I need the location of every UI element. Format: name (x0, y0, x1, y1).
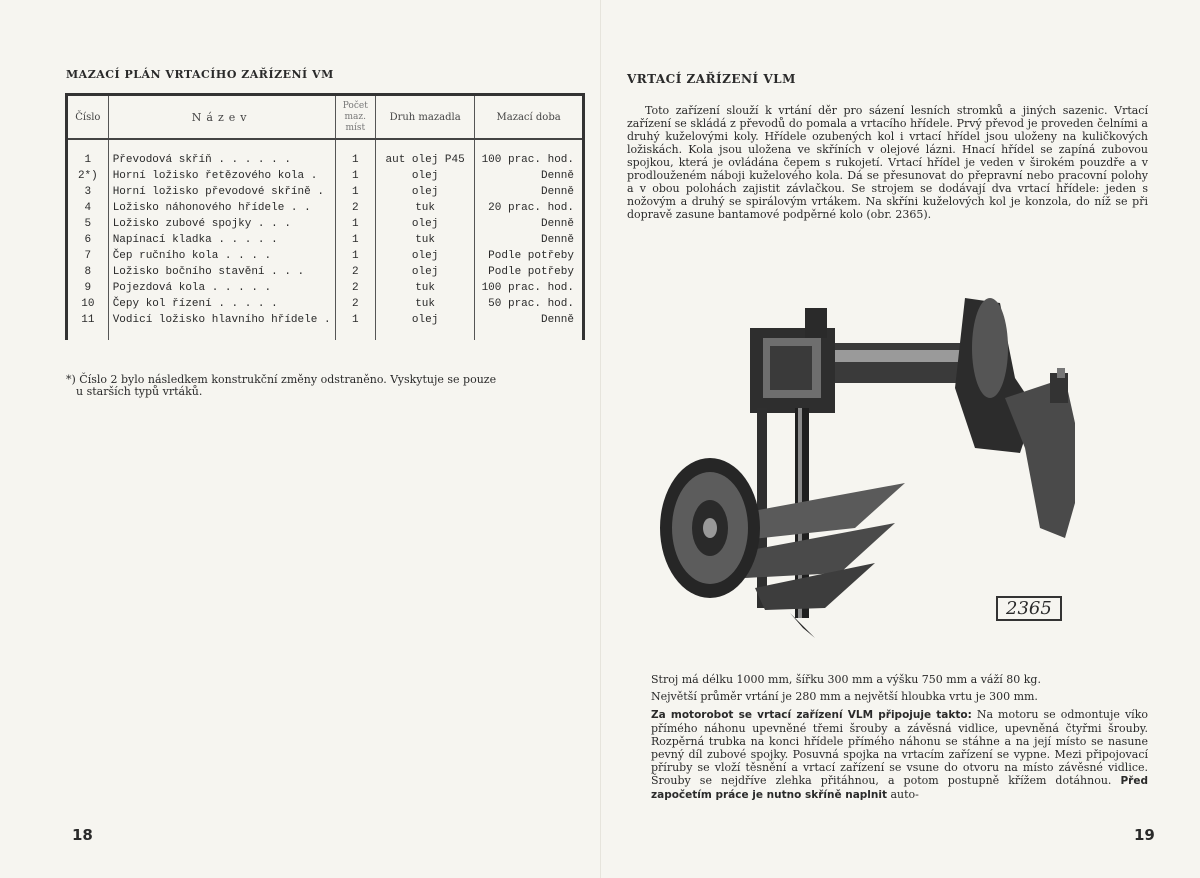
connection-instructions (651, 708, 1148, 802)
table-row (67, 264, 584, 280)
table-row (67, 232, 584, 248)
table-row (67, 248, 584, 264)
section-title: VRTACÍ ZAŘÍZENÍ VLM (627, 72, 796, 86)
cell-count: 1 (335, 248, 375, 264)
book-spine (600, 0, 601, 878)
cell-count: 2 (335, 264, 375, 280)
cell-number: 4 (67, 200, 109, 216)
cell-number: 2*) (67, 168, 109, 184)
cell-name: Horní ložisko řetězového kola . (108, 168, 335, 184)
header-count: Počet maz. míst (335, 95, 375, 140)
cell-number: 6 (67, 232, 109, 248)
table-row (67, 280, 584, 296)
lubrication-plan-title: MAZACÍ PLÁN VRTACÍHO ZAŘÍZENÍ VM (66, 68, 334, 81)
cell-interval: Podle potřeby (475, 248, 584, 264)
cell-lubricant: tuk (376, 200, 475, 216)
footnote-line-2: u starších typů vrtáků. (76, 385, 203, 398)
header-lubricant: Druh mazadla (376, 95, 475, 140)
figure-number: 2365 (996, 596, 1062, 621)
cell-interval: 100 prac. hod. (475, 152, 584, 168)
cell-count: 1 (335, 232, 375, 248)
cell-count: 2 (335, 296, 375, 312)
cell-name: Ložisko zubové spojky . . . (108, 216, 335, 232)
cell-interval: 20 prac. hod. (475, 200, 584, 216)
cell-count: 1 (335, 152, 375, 168)
cell-interval: Denně (475, 168, 584, 184)
table-row (67, 216, 584, 232)
connection-tail: auto- (887, 788, 919, 801)
cell-name: Vodicí ložisko hlavního hřídele . (108, 312, 335, 328)
cell-count: 1 (335, 216, 375, 232)
cell-interval: Denně (475, 232, 584, 248)
cell-name: Ložisko bočního stavění . . . (108, 264, 335, 280)
cell-number: 9 (67, 280, 109, 296)
table-row (67, 152, 584, 168)
header-name: Název (108, 95, 335, 140)
cell-name: Převodová skříň . . . . . . (108, 152, 335, 168)
cell-number: 3 (67, 184, 109, 200)
dimensions-spec: Stroj má délku 1000 mm, šířku 300 mm a výšku 750 mm a váží 80 kg. (651, 673, 1041, 686)
cell-count: 1 (335, 312, 375, 328)
cell-name: Pojezdová kola . . . . . (108, 280, 335, 296)
drilling-spec: Největší průměr vrtání je 280 mm a největší hloubka vrtu je 300 mm. (651, 690, 1038, 703)
cell-lubricant: olej (376, 184, 475, 200)
table-row (67, 312, 584, 328)
cell-number: 7 (67, 248, 109, 264)
cell-count: 1 (335, 184, 375, 200)
connection-heading: Za motorobot se vrtací zařízení VLM připojuje takto: (651, 709, 972, 721)
cell-count: 1 (335, 168, 375, 184)
cell-lubricant: tuk (376, 296, 475, 312)
cell-interval: Denně (475, 184, 584, 200)
header-number: Číslo (67, 95, 109, 140)
cell-number: 8 (67, 264, 109, 280)
cell-name: Čepy kol řízení . . . . . (108, 296, 335, 312)
footnote-line-1: *) Číslo 2 bylo následkem konstrukční změny odstraněno. Vyskytuje se pouze (66, 373, 497, 386)
connection-text: Na motoru se odmontuje víko přímého náhonu upevněné třemi šrouby a závěsná vidlice, upevněná čtyřmi šrouby. Rozpěrná trubka na konci hřídele přímého náhonu se stáhne a na její místo se nasune pevný díl zubové spojky. Posuvná spojka na vrtacím zařízení se vypne. Mezi připojovací příruby se vloží těsnění a vrtací zařízení se vsune do otvoru na místo závěsné vidlice. Šrouby se nejdříve zlehka přitáhnou, a potom postupně křížem dotáhnou. (651, 708, 1148, 787)
connection-warning: Před započetím práce je nutno skříně naplnit (651, 775, 1148, 801)
cell-lubricant: olej (376, 216, 475, 232)
drilling-device-illustration (655, 288, 1075, 638)
cell-number: 10 (67, 296, 109, 312)
cell-interval: 100 prac. hod. (475, 280, 584, 296)
page-number-right: 19 (1134, 826, 1155, 844)
table-row (67, 168, 584, 184)
cell-lubricant: olej (376, 168, 475, 184)
table-row (67, 184, 584, 200)
intro-paragraph: Toto zařízení slouží k vrtání děr pro sázení lesních stromků a jiných sazenic. Vrtací zařízení se skládá z převodů do pomala a vrtacího hřídele. Prvý převod je proveden čelními a druhý kuželovými koly. Hřídele ozubených kol i vrtací hřídel jsou uloženy na kuličkových ložiskách. Kola jsou uložena ve skříních v olejové lázni. Hnací hřídel se zapíná zubovou spojkou, která je ovládána čepem s rukojetí. Vrtací hřídel je veden v širokém pouzdře a v prodlouženém náboji kuželového kola. Dá se přesunovat do přepravní nebo pracovní polohy a v obou polohách zajistit závlačkou. Se strojem se dodávají dva vrtací hřídele: jeden s nožovým a druhý se spirálovým vrtákem. Na skříni kuželových kol je konzola, do níž se při dopravě zasune bantamové podpěrné kolo (obr. 2365). (627, 104, 1148, 221)
page-number-left: 18 (72, 826, 93, 844)
lubrication-table (65, 93, 585, 340)
cell-interval: Denně (475, 216, 584, 232)
cell-name: Čep ručního kola . . . . (108, 248, 335, 264)
cell-lubricant: tuk (376, 280, 475, 296)
cell-lubricant: olej (376, 264, 475, 280)
cell-interval: Podle potřeby (475, 264, 584, 280)
table-row (67, 296, 584, 312)
cell-lubricant: aut olej P45 (376, 152, 475, 168)
cell-number: 1 (67, 152, 109, 168)
cell-lubricant: olej (376, 312, 475, 328)
cell-interval: 50 prac. hod. (475, 296, 584, 312)
cell-number: 11 (67, 312, 109, 328)
cell-name: Horní ložisko převodové skříně . (108, 184, 335, 200)
cell-count: 2 (335, 200, 375, 216)
cell-number: 5 (67, 216, 109, 232)
cell-count: 2 (335, 280, 375, 296)
cell-lubricant: olej (376, 248, 475, 264)
cell-name: Napínací kladka . . . . . (108, 232, 335, 248)
cell-interval: Denně (475, 312, 584, 328)
cell-name: Ložisko náhonového hřídele . . (108, 200, 335, 216)
cell-lubricant: tuk (376, 232, 475, 248)
table-row (67, 200, 584, 216)
table-footnote (66, 374, 591, 398)
header-interval: Mazací doba (475, 95, 584, 140)
